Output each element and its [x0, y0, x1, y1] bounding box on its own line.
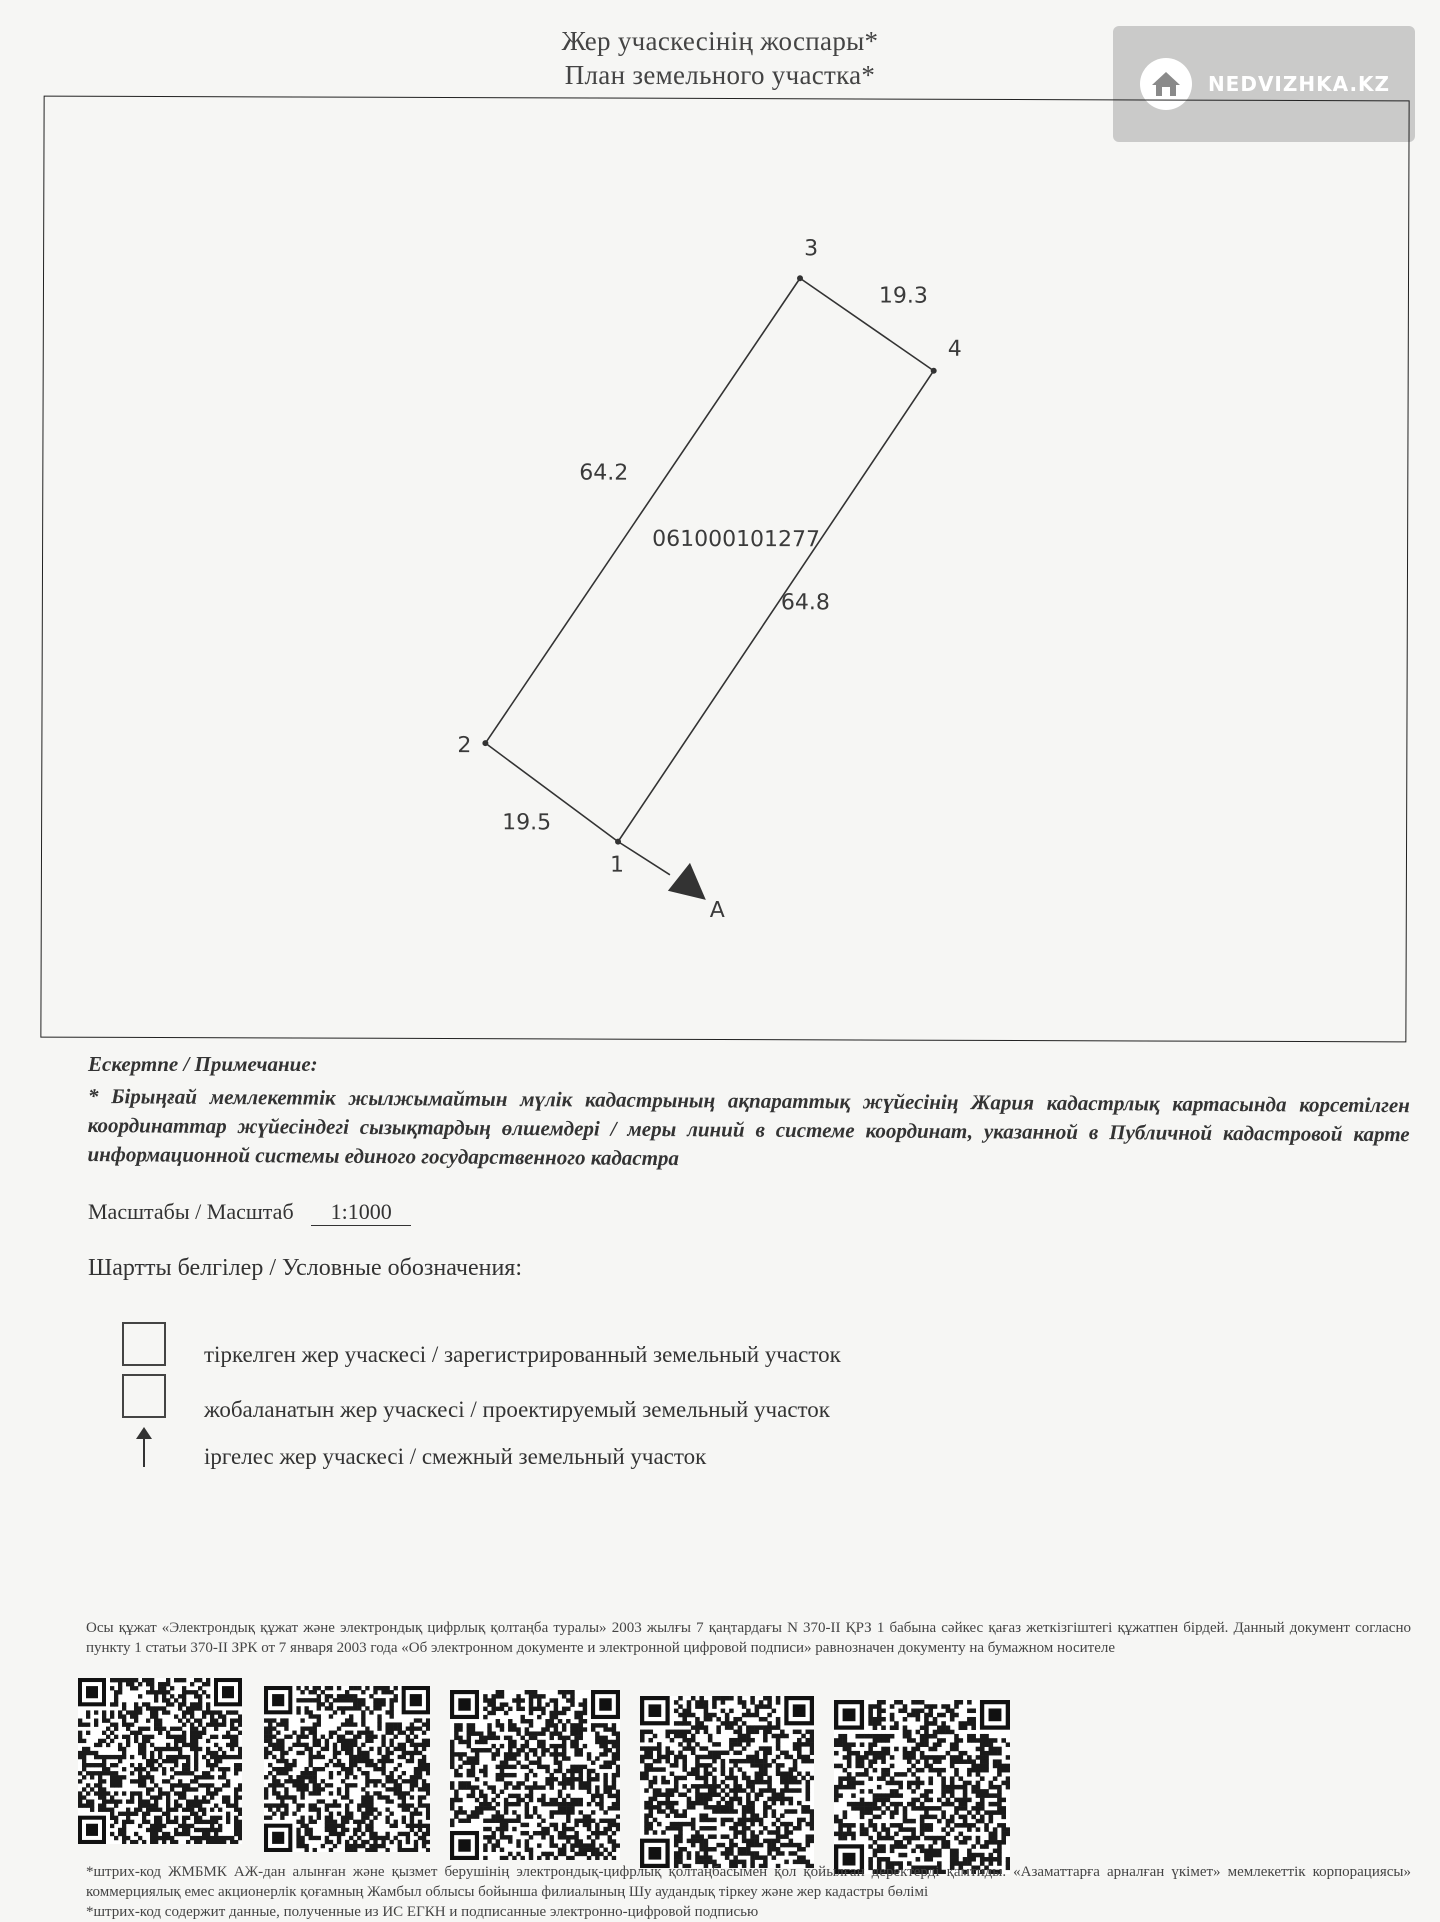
point-label-4: 4 [947, 336, 962, 362]
point-label-3: 3 [804, 236, 819, 262]
note-heading: Ескертпе / Примечание: [88, 1052, 318, 1076]
point-label-2: 2 [457, 733, 472, 759]
qr-code [78, 1678, 242, 1844]
parcel-point-3 [797, 275, 803, 281]
page-title-kz: Жер учаскесінің жоспары* [561, 26, 879, 56]
qr-code [640, 1696, 814, 1868]
qr-code [264, 1686, 430, 1852]
legend-text-projected: жобаланатын жер учаскесі / проектируемый земельный участок [204, 1397, 830, 1422]
watermark-text: NEDVIZHKA.KZ [1207, 72, 1391, 96]
side-length-4-1: 64.8 [780, 590, 830, 616]
page-title-ru: План земельного участка* [564, 60, 876, 90]
legend-text-adjacent: іргелес жер учаскесі / смежный земельный участок [204, 1444, 707, 1469]
direction-label: A [709, 897, 725, 924]
parcel-drawing [41, 97, 1410, 1044]
point-label-1: 1 [609, 852, 625, 878]
note-body: * Бірыңғай мемлекеттік жылжымайтын мүлік кадастрының ақпараттық жүйесінің Жария кадастрлық картасында корсетілген координаттар жүйесіндегі сызықтардың өлшемдері / меры линий в системе координат, указанной в Публичной кадастровой карте информационной системы единого государственного кадастра [87, 1084, 1410, 1171]
parcel-side-2-3 [485, 277, 800, 744]
legend-symbol-registered [122, 1322, 166, 1366]
side-length-2-3: 64.2 [579, 460, 629, 486]
scale-value: 1:1000 [311, 1199, 411, 1226]
footer-barcode-text-ru: *штрих-код содержит данные, полученные из ИС ЕГКН и подписанные электронно-цифровой подписью [86, 1904, 759, 1920]
qr-code [834, 1700, 1010, 1874]
side-length-3-4: 19.3 [878, 283, 928, 309]
side-length-1-2: 19.5 [502, 810, 552, 836]
legend-symbol-projected [122, 1374, 166, 1418]
scale-label: Масштабы / Масштаб [88, 1199, 294, 1224]
cadastral-number: 061000101277 [652, 526, 821, 553]
adjacent-arrow-icon [132, 1427, 156, 1467]
parcel-side-4-1 [618, 370, 934, 843]
legend-text-registered: тіркелген жер учаскесі / зарегистрированный земельный участок [204, 1342, 841, 1367]
qr-code [450, 1690, 620, 1860]
legend-title: Шартты белгілер / Условные обозначения: [88, 1255, 523, 1281]
plan-frame [40, 96, 1409, 1043]
parcel-point-4 [931, 368, 937, 374]
scale-row [88, 1199, 411, 1226]
footer-legal-text: Осы құжат «Электрондық құжат және электрондық цифрлық қолтаңба туралы» 2003 жылғы 7 қаңтардағы N 370-II ҚРЗ 1 бабына сәйкес қағаз жеткізгіштегі құжатпен бірдей. Данный документ согласно пункту 1 статьи 370-II ЗРК от 7 января 2003 года «Об электронном документе и электронной цифровой подписи» равнозначен документу на бумажном носителе [86, 1620, 1411, 1656]
direction-arrow-icon [668, 863, 706, 900]
parcel-point-2 [482, 740, 488, 746]
direction-line [618, 842, 670, 875]
parcel-polygon [485, 277, 934, 745]
footer-barcode-text: *штрих-код ЖМБМК АЖ-дан алынған және қызмет берушінің электрондық-цифрлық қолтаңбасымен қол қойылған деректерді қамтиды. «Азаматтарға арналған үкімет» мемлекеттік корпорациясы» коммерциялық емес акционерлік қоғамның Жамбыл облысы бойынша филиалының Шу аудандық тіркеу және жер кадастры бөлімі [86, 1864, 1411, 1900]
